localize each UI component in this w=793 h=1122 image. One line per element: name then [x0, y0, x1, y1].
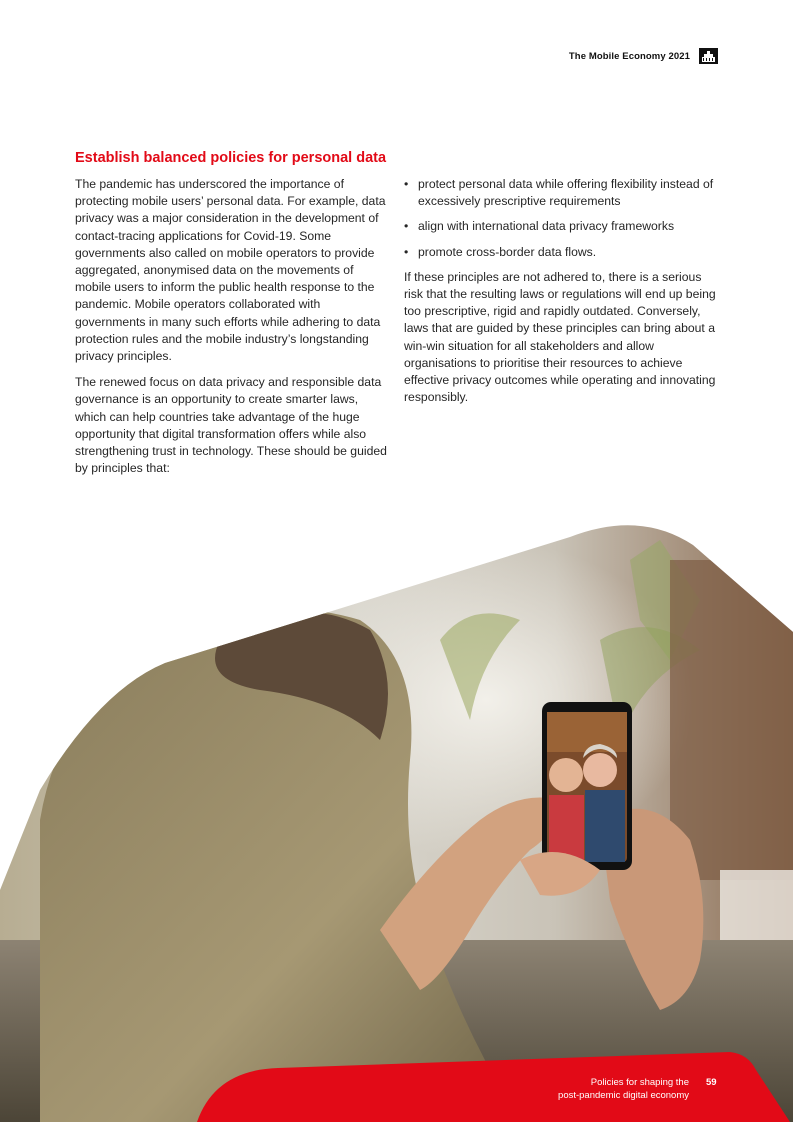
page-number: 59 [706, 1077, 717, 1088]
list-item-text: protect personal data while offering flexibility instead of excessively prescriptive requirements [418, 177, 714, 209]
footer-line: Policies for shaping the [590, 1077, 689, 1088]
list-item-text: promote cross-border data flows. [418, 244, 597, 259]
list-item: • align with international data privacy frameworks [404, 219, 675, 234]
footer-section-title [558, 1077, 689, 1102]
section-heading: Establish balanced policies for personal data [75, 150, 387, 166]
paragraph: The pandemic has underscored the importance of protecting mobile users’ personal data. For example, data privacy was a major consideration in the development of contact-tracing applications for Covid-19. Some governments also called on mobile operators to provide aggregated, anonymised data on the movements of mobile users to inform the public health response to the pandemic. Mobile operators collaborated with governments in many such efforts while adhering to data protection rules and the mobile industry’s longstanding privacy principles. [75, 177, 386, 364]
paragraph: If these principles are not adhered to, there is a serious risk that the resulting laws or regulations will end up being too prescriptive, rigid and rapidly outdated. Conversely, laws that are guided by these principles can bring about a win-win situation for all stakeholders and allow organisations to prioritise their resources to achieve effective privacy outcomes while operating and innovating responsibly. [404, 269, 716, 405]
list-item: • promote cross-border data flows. [404, 244, 597, 259]
report-title: The Mobile Economy 2021 [568, 50, 690, 62]
footer-line: post-pandemic digital economy [558, 1089, 689, 1101]
paragraph: The renewed focus on data privacy and responsible data governance is an opportunity to create smarter laws, which can help countries take advantage of the huge opportunity that digital transformation offers while also strengthening trust in technology. These should be guided by principles that: [75, 375, 387, 476]
list-item-text: align with international data privacy frameworks [418, 219, 675, 234]
list-item: • protect personal data while offering flexibility instead of excessively prescriptive requirements [404, 177, 714, 209]
